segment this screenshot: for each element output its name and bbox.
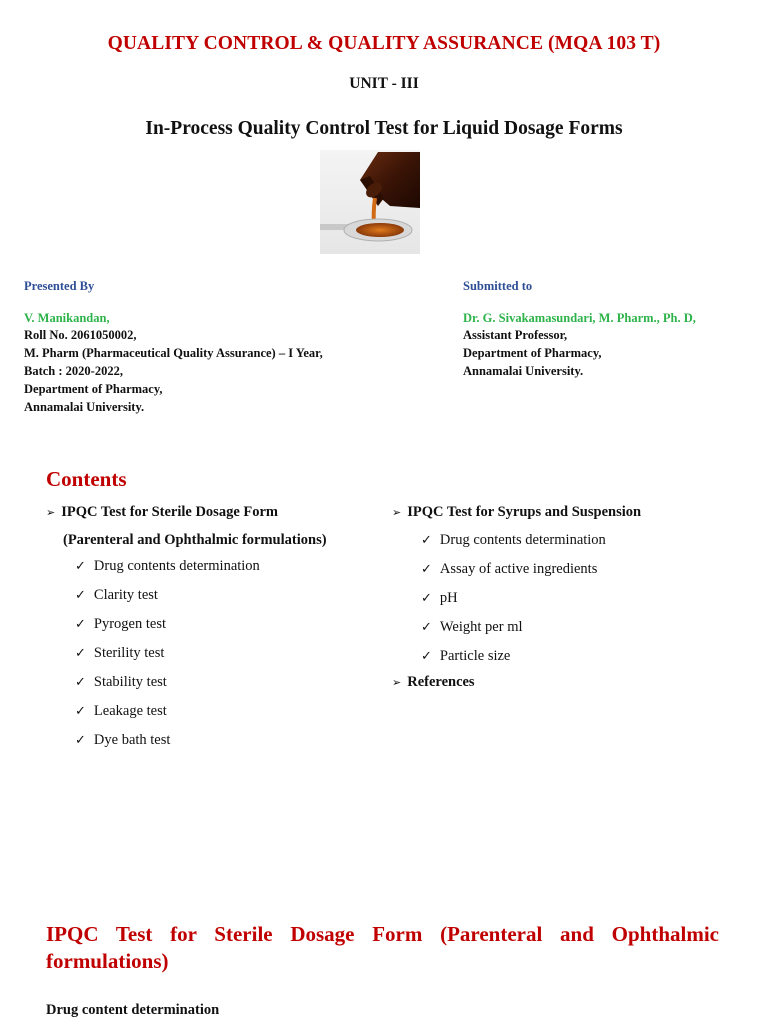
supervisor-details xyxy=(463,326,696,380)
check-icon: ✓ xyxy=(75,675,86,690)
contents-section-title: IPQC Test for Sterile Dosage Form xyxy=(61,504,279,520)
arrow-bullet-icon: ➢ xyxy=(46,506,56,519)
list-item: ✓ Pyrogen test xyxy=(75,616,166,632)
contents-left-column xyxy=(46,504,327,761)
contents-section-title: References xyxy=(407,674,475,690)
presenter-line: M. Pharm (Pharmaceutical Quality Assurance) – I Year, xyxy=(24,346,323,360)
presenter-details xyxy=(24,326,323,416)
check-icon: ✓ xyxy=(75,559,86,574)
presenter-line: Annamalai University. xyxy=(24,400,145,414)
presenter-line: Roll No. 2061050002, xyxy=(24,328,137,342)
contents-section-title: IPQC Test for Syrups and Suspension xyxy=(407,504,642,520)
contents-section-subtitle: (Parenteral and Ophthalmic formulations) xyxy=(63,532,327,548)
list-item: ✓ Drug contents determination xyxy=(75,558,260,574)
check-icon: ✓ xyxy=(75,617,86,632)
check-icon: ✓ xyxy=(421,649,432,664)
supervisor-line: Annamalai University. xyxy=(463,364,584,378)
contents-section-sterile xyxy=(46,504,327,521)
presenter-line: Department of Pharmacy, xyxy=(24,382,163,396)
section-subheading: Drug content determination xyxy=(46,1002,220,1018)
course-title: QUALITY CONTROL & QUALITY ASSURANCE (MQA 103 T) xyxy=(107,33,661,54)
list-item: ✓ pH xyxy=(421,590,458,606)
list-item: ✓ Clarity test xyxy=(75,587,158,603)
list-item: ✓ Particle size xyxy=(421,648,511,664)
arrow-bullet-icon: ➢ xyxy=(392,506,402,519)
contents-right-column xyxy=(392,504,641,691)
syrup-test-list xyxy=(421,532,641,677)
submitted-block xyxy=(463,279,696,380)
supervisor-line: Assistant Professor, xyxy=(463,328,568,342)
arrow-bullet-icon: ➢ xyxy=(392,676,402,689)
list-item: ✓ Stability test xyxy=(75,674,167,690)
presenter-name: V. Manikandan, xyxy=(24,311,110,325)
check-icon: ✓ xyxy=(421,591,432,606)
list-item: ✓ Sterility test xyxy=(75,645,165,661)
submitted-to-label: Submitted to xyxy=(463,279,533,293)
contents-section-syrups xyxy=(392,504,641,521)
list-item: ✓ Dye bath test xyxy=(75,732,171,748)
check-icon: ✓ xyxy=(75,704,86,719)
page-title: In-Process Quality Control Test for Liquid Dosage Forms xyxy=(145,118,623,139)
contents-heading: Contents xyxy=(46,467,127,491)
unit-label: UNIT - III xyxy=(349,75,419,92)
contents-section-references xyxy=(392,674,641,691)
supervisor-name: Dr. G. Sivakamasundari, M. Pharm., Ph. D, xyxy=(463,311,696,325)
presented-by-label: Presented By xyxy=(24,279,95,293)
section-heading: IPQC Test for Sterile Dosage Form (Parenteral and Ophthalmic formulations) xyxy=(46,922,719,973)
check-icon: ✓ xyxy=(421,562,432,577)
supervisor-line: Department of Pharmacy, xyxy=(463,346,602,360)
sterile-test-list xyxy=(75,558,327,761)
check-icon: ✓ xyxy=(75,588,86,603)
presenter-line: Batch : 2020-2022, xyxy=(24,364,123,378)
check-icon: ✓ xyxy=(421,533,432,548)
check-icon: ✓ xyxy=(421,620,432,635)
check-icon: ✓ xyxy=(75,733,86,748)
list-item: ✓ Weight per ml xyxy=(421,619,523,635)
list-item: ✓ Leakage test xyxy=(75,703,167,719)
list-item: ✓ Drug contents determination xyxy=(421,532,606,548)
check-icon: ✓ xyxy=(75,646,86,661)
presenter-block xyxy=(24,279,323,416)
syrup-spoon-image xyxy=(320,150,420,254)
list-item: ✓ Assay of active ingredients xyxy=(421,561,598,577)
